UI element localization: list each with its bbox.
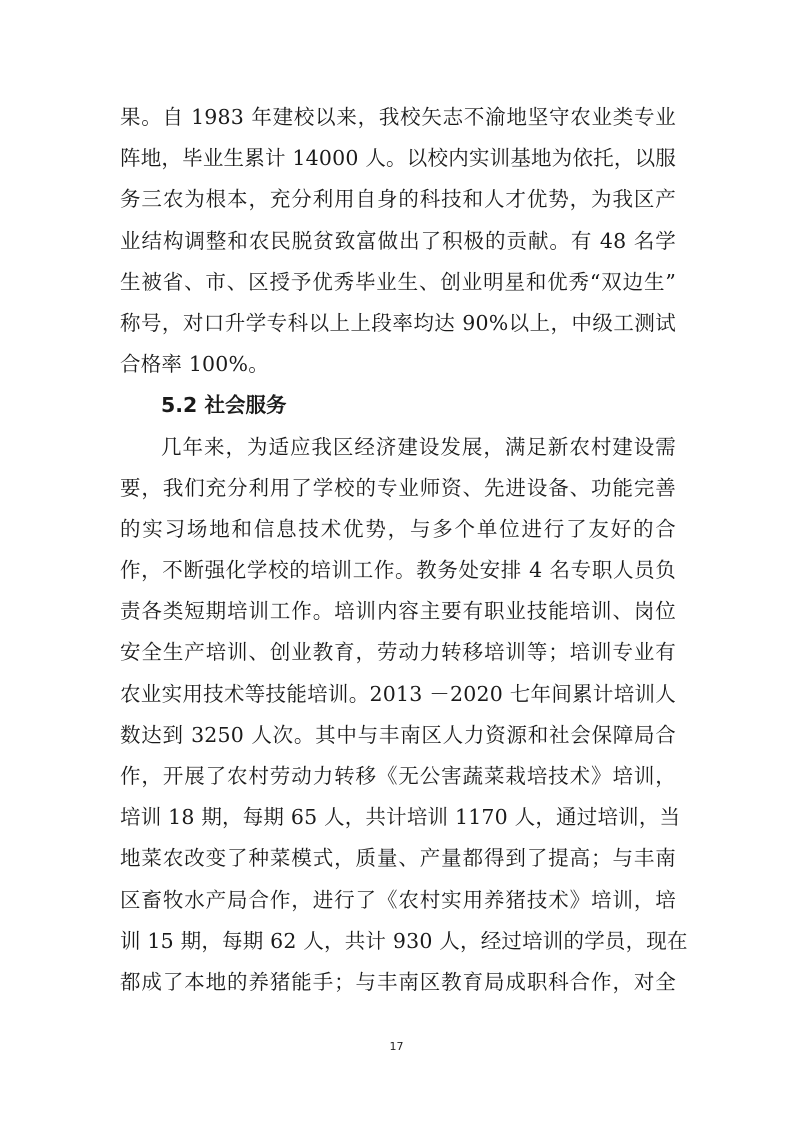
- text-line: 地菜农改变了种菜模式，质量、产量都得到了提高；与丰南: [120, 846, 676, 871]
- text-line: 称号，对口升学专科以上上段率均达 90%以上，中级工测试: [120, 310, 676, 335]
- text-line: 安全生产培训、创业教育，劳动力转移培训等；培训专业有: [120, 640, 676, 665]
- text-line: 阵地，毕业生累计 14000 人。以校内实训基地为依托，以服: [120, 146, 676, 171]
- text-line: 果。自 1983 年建校以来，我校矢志不渝地坚守农业类专业: [120, 105, 676, 129]
- body-text: [120, 97, 688, 1003]
- text-line: 区畜牧水产局合作，进行了《农村实用养猪技术》培训，培: [120, 887, 676, 912]
- text-line: 培训 18 期，每期 65 人，共计培训 1170 人，通过培训，当: [120, 805, 681, 830]
- text-line: 务三农为根本，充分利用自身的科技和人才优势，为我区产: [120, 187, 676, 212]
- text-line: 业结构调整和农民脱贫致富做出了积极的贡献。有 48 名学: [120, 228, 676, 253]
- text-line: 都成了本地的养猪能手；与丰南区教育局成职科合作，对全: [120, 969, 676, 994]
- text-line: 合格率 100%。: [120, 352, 269, 377]
- text-line: 作，开展了农村劳动力转移《无公害蔬菜栽培技术》培训，: [120, 764, 676, 788]
- text-line: 责各类短期培训工作。培训内容主要有职业技能培训、岗位: [120, 599, 676, 624]
- section-heading: 5.2 社会服务: [161, 393, 287, 418]
- paragraph-continuation: [120, 97, 676, 385]
- paragraph-social-service: [120, 427, 688, 1004]
- text-line: 农业实用技术等技能培训。2013 －2020 七年间累计培训人: [120, 681, 676, 706]
- text-line: 几年来，为适应我区经济建设发展，满足新农村建设需: [161, 434, 676, 459]
- page-number: 17: [389, 1040, 404, 1053]
- text-line: 要，我们充分利用了学校的专业师资、先进设备、功能完善: [120, 475, 676, 500]
- text-line: 训 15 期，每期 62 人，共计 930 人，经过培训的学员，现在: [120, 928, 688, 953]
- text-line: 生被省、市、区授予优秀毕业生、创业明星和优秀“双边生”: [120, 269, 676, 294]
- text-line: 作，不断强化学校的培训工作。教务处安排 4 名专职人员负: [120, 558, 676, 583]
- text-line: 的实习场地和信息技术优势，与多个单位进行了友好的合: [120, 516, 676, 541]
- text-line: 数达到 3250 人次。其中与丰南区人力资源和社会保障局合: [120, 722, 676, 747]
